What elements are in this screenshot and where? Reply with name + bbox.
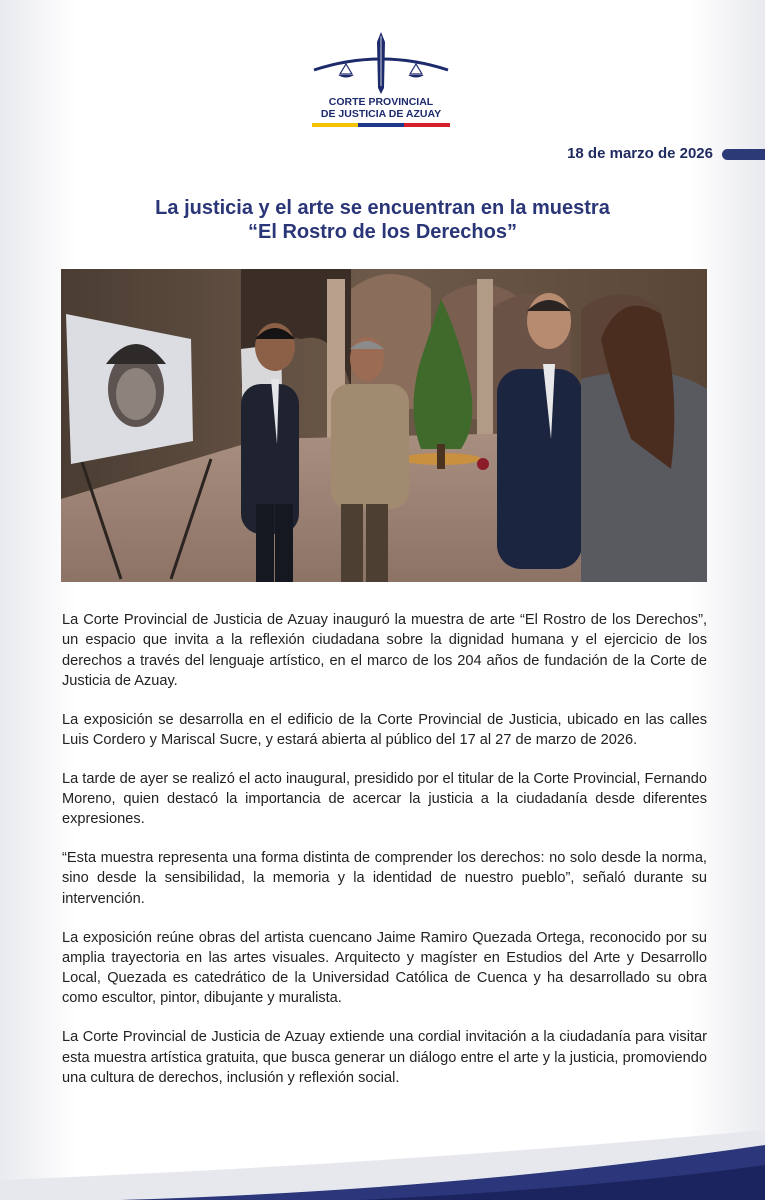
flag-yellow [312, 123, 358, 127]
exhibition-photo-illustration [61, 269, 707, 582]
event-photo [61, 269, 707, 582]
title-line-2: “El Rostro de los Derechos” [248, 221, 517, 243]
logo-line-1: CORTE PROVINCIAL [328, 96, 434, 108]
date-accent-bar [722, 149, 765, 160]
ecuador-flag-strip [312, 123, 450, 127]
court-logo [306, 30, 456, 130]
paragraph-5: La exposición reúne obras del artista cuencano Jaime Ramiro Quezada Ortega, reconocido por su amplia trayectoria en las artes visuales. Arquitecto y magíster en Estudios del Arte y Desarrollo Local, Quezada es catedrático de la Universidad Católica de Cuenca y ha desarrollado su obra como escultor, pintor, dibujante y muralista. [62, 929, 707, 1007]
flag-red [404, 123, 450, 127]
footer-wave-decoration [0, 1070, 765, 1200]
page-title [60, 196, 705, 244]
paragraph-3: La tarde de ayer se realizó el acto inaugural, presidido por el titular de la Corte Provincial, Fernando Moreno, quien destacó la importancia de acercar la justicia a la ciudadanía desde diferentes expresiones. [62, 770, 707, 828]
logo-line-2: DE JUSTICIA DE AZUAY [320, 108, 442, 120]
paragraph-1: La Corte Provincial de Justicia de Azuay inauguró la muestra de arte “El Rostro de los Derechos”, un espacio que invita a la reflexión ciudadana sobre la dignidad humana y el ejercicio de los derechos a través del lenguaje artístico, en el marco de los 204 años de fundación de la Corte de Justicia de Azuay. [62, 612, 707, 689]
article-body [62, 610, 707, 1107]
paragraph-6: La Corte Provincial de Justicia de Azuay extiende una cordial invitación a la ciudadanía para visitar esta muestra artística gratuita, que busca generar un diálogo entre el arte y la justicia, promoviendo una cultura de derechos, inclusión y reflexión social. [62, 1029, 707, 1086]
flag-blue [358, 123, 404, 127]
publication-date: 18 de marzo de 2026 [567, 145, 713, 162]
scales-of-justice-icon [306, 30, 456, 96]
title-line-1: La justicia y el arte se encuentran en la muestra [155, 197, 610, 219]
paragraph-2: La exposición se desarrolla en el edificio de la Corte Provincial de Justicia, ubicado en las calles Luis Cordero y Mariscal Sucre, y estará abierta al público del 17 al 27 de marzo de 2026. [62, 711, 707, 748]
paragraph-4: “Esta muestra representa una forma distinta de comprender los derechos: no solo desde la norma, sino desde la sensibilidad, la memoria y la identidad de nuestro pueblo”, señaló durante su intervención. [62, 850, 707, 907]
